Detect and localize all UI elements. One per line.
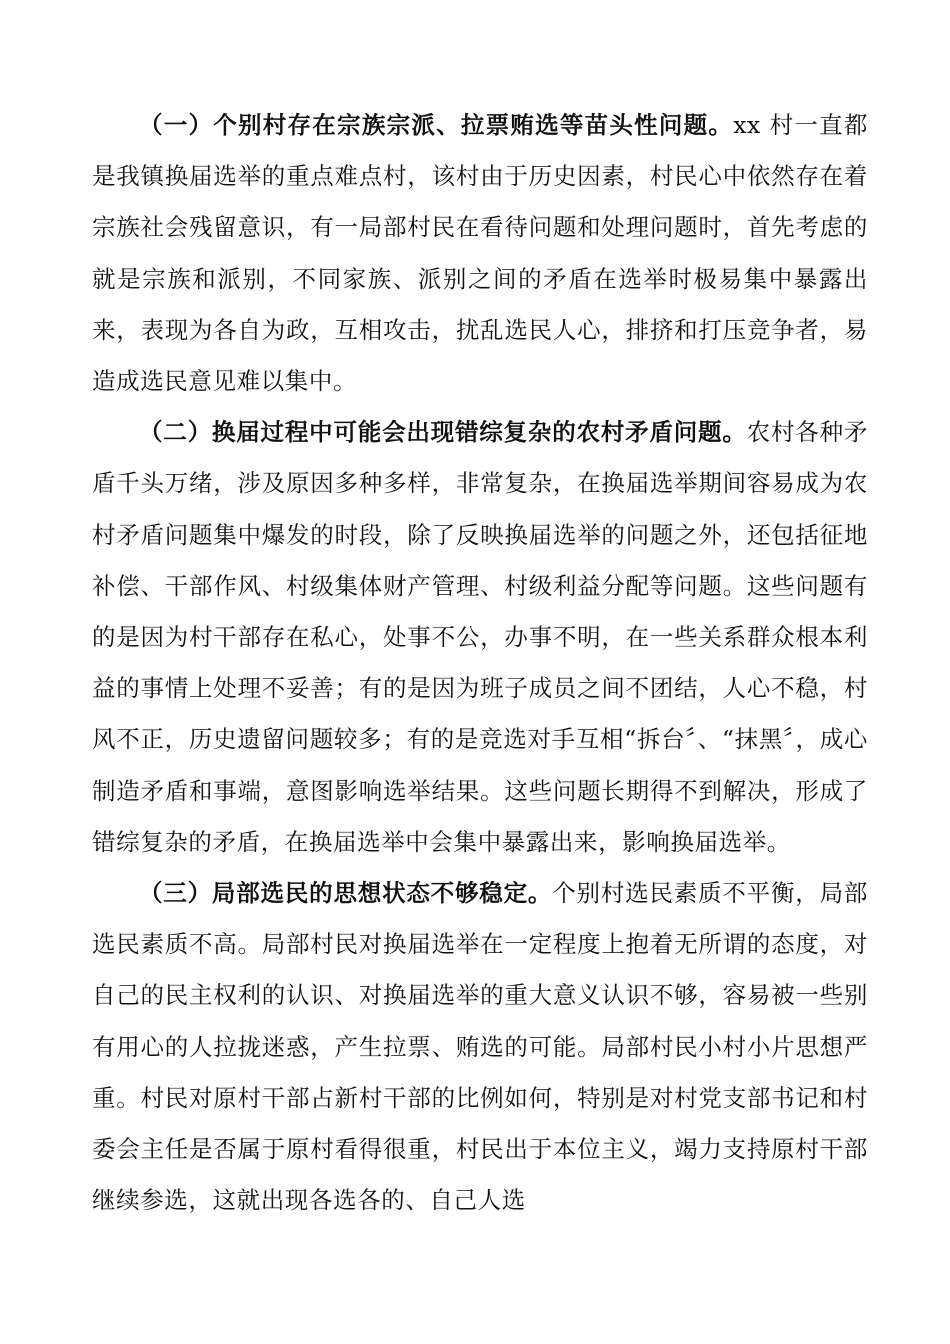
- paragraph-text-3: 个别村选民素质不平衡，局部选民素质不高。局部村民对换届选举在一定程度上抱着无所谓的态度，对自己的民主权利的认识、对换届选举的重大意义认识不够，容易被一些别有用心的人拉拢迷惑，产生拉票、贿选的可能。局部村民小村小片思想严重。村民对原村干部占新村干部的比例如何，特别是对村党支部书记和村委会主任是否属于原村看得很重，村民出于本位主义，竭力支持原村干部继续参选，这就出现各选各的、自己人选: [92, 879, 868, 1215]
- section-heading-2: （二）换届过程中可能会出现错综复杂的农村矛盾问题。: [139, 418, 747, 447]
- paragraph-1: [92, 100, 868, 407]
- paragraph-3: [92, 868, 868, 1226]
- paragraph-2: [92, 407, 868, 868]
- section-heading-3: （三）局部选民的思想状态不够稳定。: [139, 879, 553, 908]
- document-page: [92, 100, 868, 1226]
- paragraph-text-2: 农村各种矛盾千头万绪，涉及原因多种多样，非常复杂，在换届选举期间容易成为农村矛盾问题集中爆发的时段，除了反映换届选举的问题之外，还包括征地补偿、干部作风、村级集体财产管理、村级利益分配等问题。这些问题有的是因为村干部存在私心，处事不公，办事不明，在一些关系群众根本利益的事情上处理不妥善；有的是因为班子成员之间不团结，人心不稳，村风不正，历史遗留问题较多；有的是竞选对手互相“拆台〞、“抹黑〞，成心制造矛盾和事端，意图影响选举结果。这些问题长期得不到解决，形成了错综复杂的矛盾，在换届选举中会集中暴露出来，影响换届选举。: [92, 418, 868, 856]
- section-heading-1: （一）个别村存在宗族宗派、拉票贿选等苗头性问题。: [139, 111, 734, 139]
- paragraph-text-1: xx 村一直都是我镇换届选举的重点难点村，该村由于历史因素，村民心中依然存在着宗族社会残留意识，有一局部村民在看待问题和处理问题时，首先考虑的就是宗族和派别，不同家族、派别之间的矛盾在选举时极易集中暴露出来，表现为各自为政，互相攻击，扰乱选民人心，排挤和打压竞争者，易造成选民意见难以集中。: [92, 111, 868, 396]
